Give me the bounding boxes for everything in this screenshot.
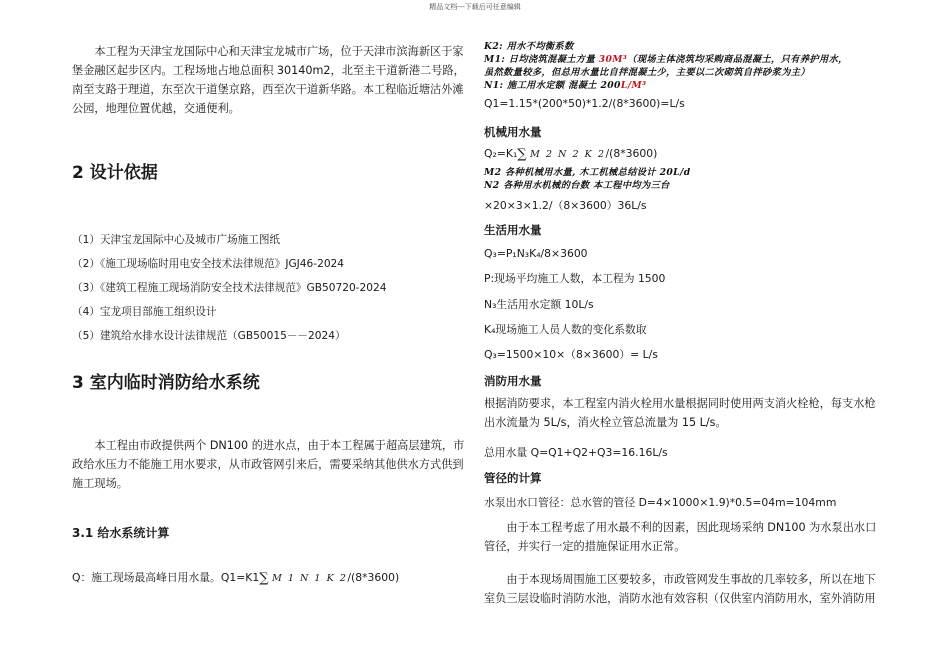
pipe-formula: 水泵出水口管径：总水管的管径 D=4×1000×1.9)*0.5=04m=104mm xyxy=(484,496,837,509)
pipe-title: 管径的计算 xyxy=(484,471,542,485)
total-water: 总用水量 Q=Q1+Q2+Q3=16.16L/s xyxy=(484,446,668,459)
q2-calc: ×20×3×1.2/（8×3600）36L/s xyxy=(484,199,647,212)
q3-calc: Q₃=1500×10×（8×3600）= L/s xyxy=(484,348,658,361)
section-3-text: 本工程由市政提供两个 DN100 的进水点，由于本工程属于超高层建筑，市政给水压力不能施工用水要求，从市政管网引来后，需要采纳其他供水方式供到施工现场。 xyxy=(72,439,465,490)
sum-symbol: ∑ xyxy=(259,571,269,586)
basis-item: （2）《施工现场临时用电安全技术法律规范》JGJ46-2024 xyxy=(72,258,345,270)
q2-formula xyxy=(484,146,657,163)
p-definition: P:现场平均施工人数，本工程为 1500 xyxy=(484,272,666,285)
basis-item: （5）建筑给水排水设计法律规范（GB50015－－2024） xyxy=(72,330,346,342)
note-n2: N2 各种用水机械的台数 本工程中均为三台 xyxy=(484,180,670,191)
q-formula-suffix: /(8*3600) xyxy=(347,571,400,584)
q1-calc: Q1=1.15*(200*50)*1.2/(8*3600)=L/s xyxy=(484,97,685,110)
note-m2: M2 各种机械用水量, 木工机械总结设计 20L/d xyxy=(484,167,691,178)
design-basis-list xyxy=(72,228,468,348)
note-m1 xyxy=(484,53,848,66)
note-m1-prefix: M1: 日均浇筑混凝土方量 xyxy=(484,54,596,65)
k4-definition: K₄现场施工人员人数的变化系数取 xyxy=(484,323,647,336)
section-2-title: 2 设计依据 xyxy=(72,163,158,183)
note-m1-suffix: （现场主体浇筑均采购商品混凝土，只有养护用水， xyxy=(627,54,848,65)
pipe-text-2: 由于本现场周围施工区要较多，市政管网发生事故的几率较多，所以在地下室负三层设临时消防水池，消防水池有效容积（仅供室内消防用水，室外消防用 xyxy=(484,573,876,605)
basis-item: （3）《建筑工程施工现场消防安全技术法律规范》GB50720-2024 xyxy=(72,282,387,294)
note-m1-line2: 虽然数量较多，但总用水量比自拌混凝土少，主要以二次砌筑自拌砂浆为主） xyxy=(484,67,810,78)
basis-item: （1）天津宝龙国际中心及城市广场施工图纸 xyxy=(72,234,281,246)
sum-symbol: ∑ xyxy=(517,147,527,162)
note-n1-prefix: N1: 施工用水定额 混凝土 200 xyxy=(484,80,621,91)
q2-terms: M 2 N 2 K 2 xyxy=(530,149,606,160)
pipe-text-1: 由于本工程考虑了用水最不利的因素，因此现场采纳 DN100 为水泵出水口管径，并实行一定的措施保证用水正常。 xyxy=(484,521,877,553)
fire-water-title: 消防用水量 xyxy=(484,374,542,388)
section-3-title: 3 室内临时消防给水系统 xyxy=(72,373,260,393)
q3-formula: Q₃=P₁N₃K₄/8×3600 xyxy=(484,247,588,260)
project-intro: 本工程为天津宝龙国际中心和天津宝龙城市广场，位于天津市滨海新区于家堡金融区起步区内。工程场地占地总面积 30140m2，北至主干道新港二号路，南至支路于理道，东至次干道堡京路，西至次干道新华路。本工程临近塘沽外滩公园，地理位置优越，交通便利。 xyxy=(72,45,465,115)
note-k2: K2: 用水不均衡系数 xyxy=(484,41,574,52)
note-n1 xyxy=(484,79,646,92)
q-formula-prefix: Q：施工现场最高峰日用水量。Q1=K1 xyxy=(72,571,260,584)
note-m1-value: 30M³ xyxy=(598,54,628,65)
q-formula xyxy=(72,570,399,587)
basis-item: （4）宝龙项目部施工组织设计 xyxy=(72,306,217,318)
fire-water-text: 根据消防要求，本工程室内消火栓用水量根据同时使用两支消火栓枪，每支水枪出水流量为 5L/s，消火栓立管总流量为 15 L/s。 xyxy=(484,397,876,429)
life-water-title: 生活用水量 xyxy=(484,223,542,237)
q2-prefix: Q₂=K₁ xyxy=(484,147,518,160)
section-3-1-title: 3.1 给水系统计算 xyxy=(72,526,170,540)
q2-suffix: /(8*3600) xyxy=(605,147,658,160)
q-formula-terms: M 1 N 1 K 2 xyxy=(271,573,348,584)
note-n1-value: L/M³ xyxy=(620,80,647,91)
mech-water-title: 机械用水量 xyxy=(484,125,542,139)
page-header: 精品文档---下载后可任意编辑 xyxy=(429,3,521,11)
n3-definition: N₃生活用水定额 10L/s xyxy=(484,298,594,311)
